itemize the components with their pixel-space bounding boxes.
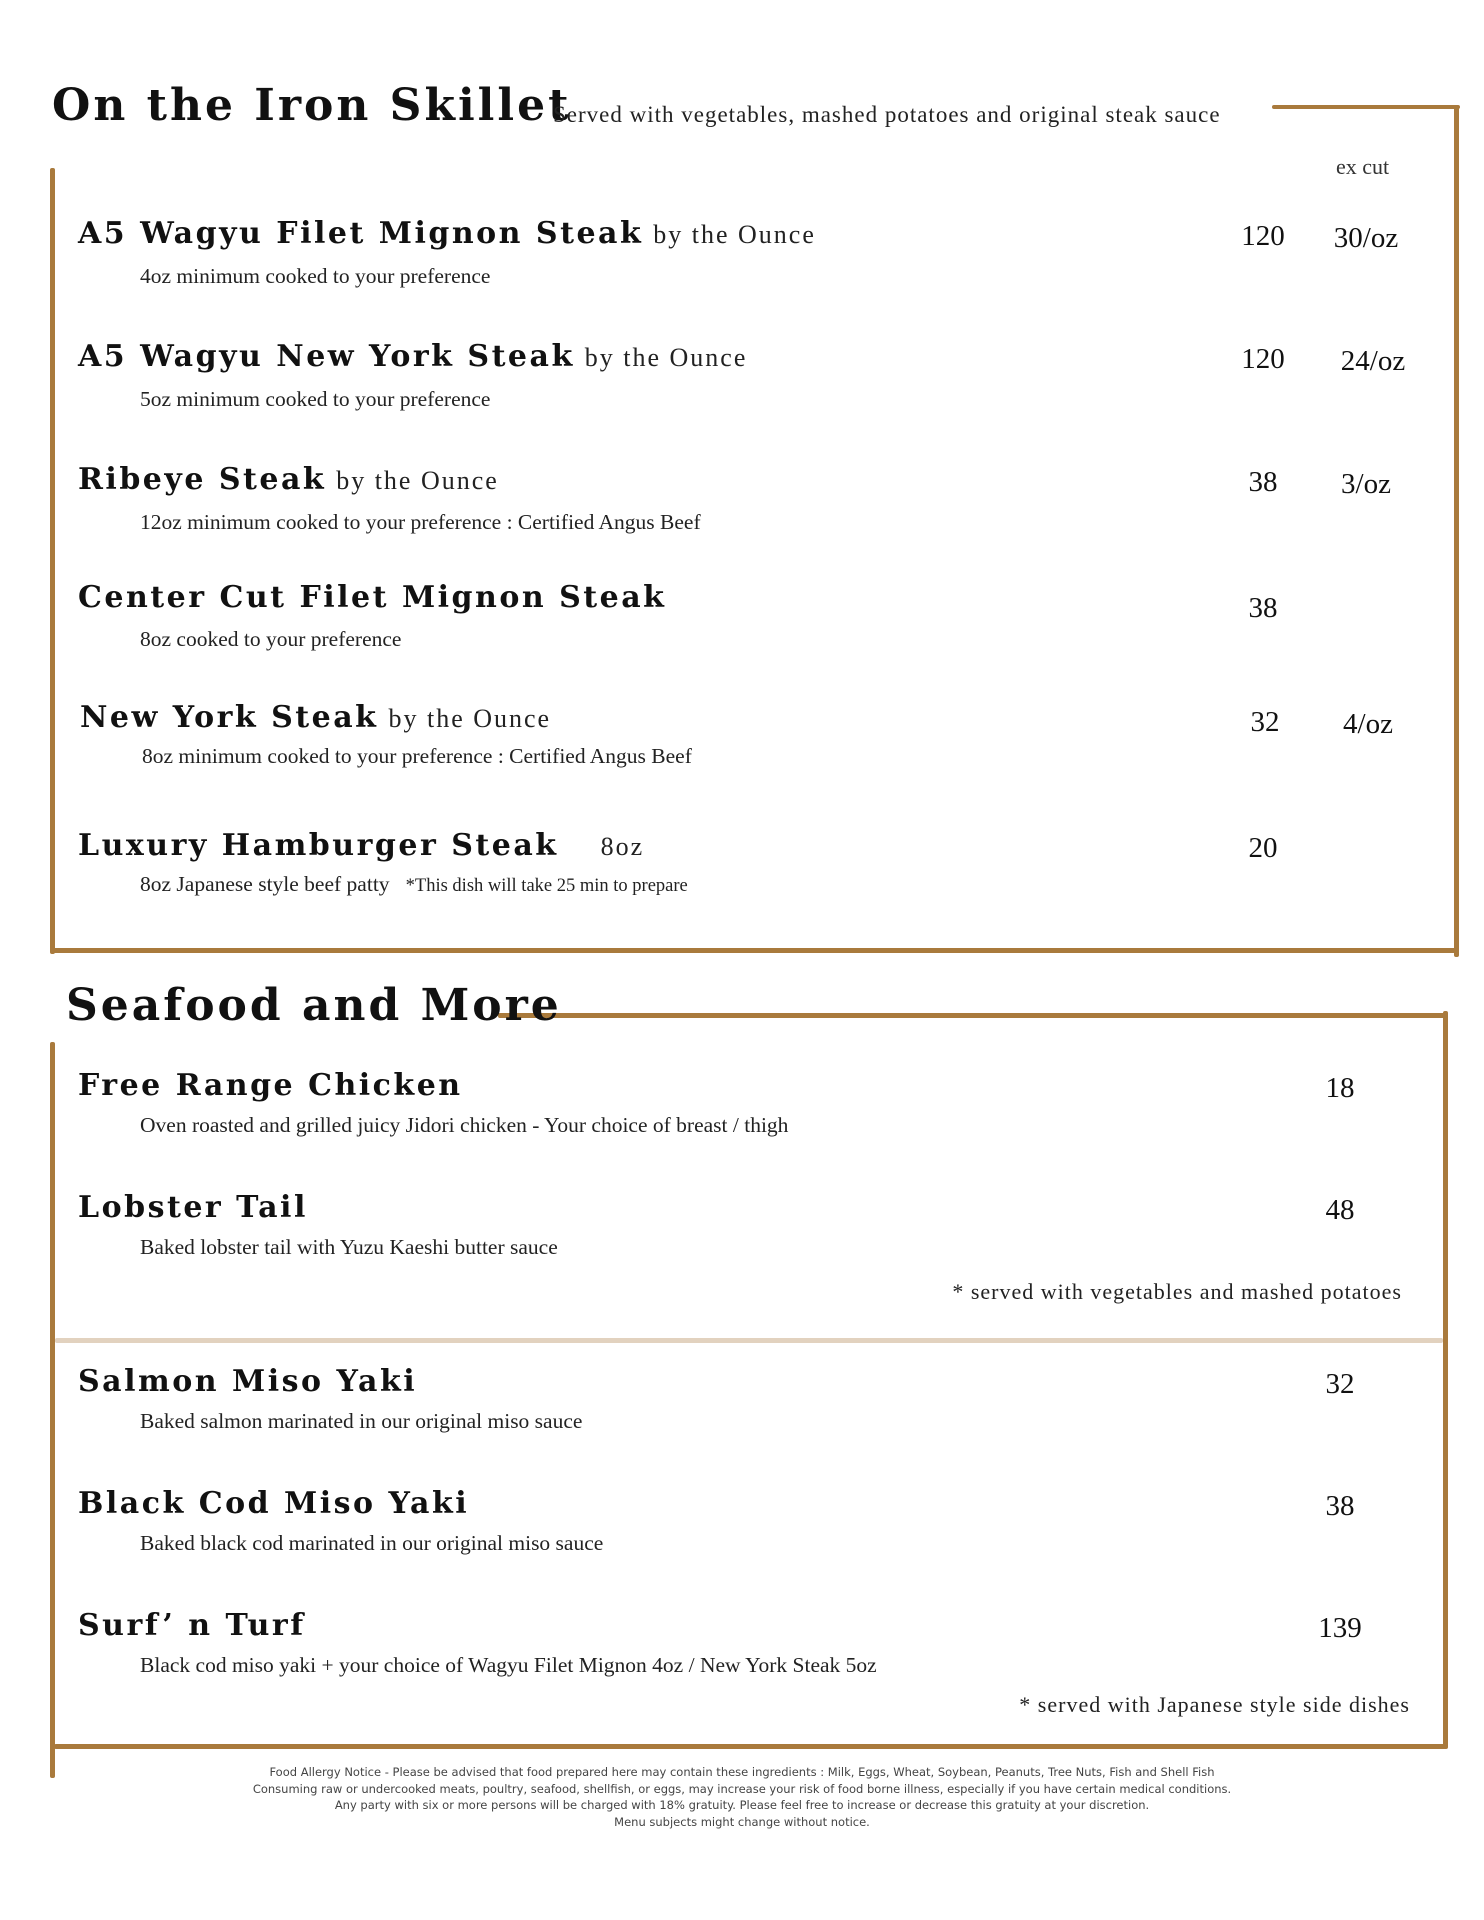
served-with-note: * served with vegetables and mashed potatoes	[952, 1279, 1402, 1304]
item-name: A5 Wagyu Filet Mignon Steak	[78, 216, 644, 251]
menu-item	[78, 828, 644, 863]
item-price: 120	[1241, 220, 1285, 252]
item-description: Baked salmon marinated in our original miso sauce	[140, 1409, 583, 1433]
item-price: 48	[1325, 1194, 1355, 1226]
seafood-frame-bottom	[54, 1744, 1446, 1749]
seafood-title: Seafood and More	[66, 980, 562, 1031]
item-ex-cut-price: 24/oz	[1340, 345, 1406, 377]
menu-item	[78, 580, 666, 615]
item-description	[140, 872, 688, 897]
item-price: 38	[1248, 466, 1278, 498]
item-description-text: 8oz Japanese style beef patty	[140, 872, 390, 896]
item-suffix: by the Ounce	[336, 466, 499, 495]
item-suffix: 8oz	[600, 832, 645, 861]
item-price: 38	[1325, 1490, 1355, 1522]
item-description: Black cod miso yaki + your choice of Wagyu Filet Mignon 4oz / New York Steak 5oz	[140, 1653, 877, 1677]
ex-cut-header: ex cut	[1336, 154, 1390, 179]
menu-change-notice: Menu subjects might change without notice.	[614, 1814, 870, 1829]
item-name: Center Cut Filet Mignon Steak	[78, 580, 667, 615]
menu-item	[78, 462, 499, 497]
footer-notice	[0, 1764, 1484, 1830]
item-suffix: by the Ounce	[653, 220, 816, 249]
item-price: 32	[1250, 706, 1280, 738]
skillet-frame-bottom	[50, 948, 1456, 953]
skillet-frame-left	[50, 168, 55, 954]
item-price: 120	[1241, 343, 1285, 375]
item-name: Lobster Tail	[78, 1190, 308, 1225]
item-description: 4oz minimum cooked to your preference	[140, 264, 491, 288]
item-name: Salmon Miso Yaki	[78, 1364, 418, 1399]
seafood-frame-top	[498, 1013, 1446, 1018]
item-ex-cut-price: 30/oz	[1333, 222, 1399, 254]
item-name: Luxury Hamburger Steak	[78, 828, 559, 863]
item-name: New York Steak	[80, 700, 379, 735]
item-suffix: by the Ounce	[388, 704, 552, 733]
menu-item	[80, 700, 551, 735]
menu-item	[78, 339, 747, 374]
item-price: 20	[1248, 832, 1278, 864]
item-name: A5 Wagyu New York Steak	[78, 339, 575, 374]
seafood-frame-right	[1443, 1011, 1448, 1749]
menu-item	[78, 216, 816, 251]
served-with-note: * served with Japanese style side dishes	[1019, 1692, 1410, 1717]
item-name: Surf’ n Turf	[78, 1608, 306, 1643]
item-description: 8oz cooked to your preference	[140, 627, 402, 651]
item-name: Black Cod Miso Yaki	[78, 1486, 470, 1521]
item-description: 12oz minimum cooked to your preference : Certified Angus Beef	[140, 510, 701, 534]
seafood-divider	[55, 1338, 1443, 1343]
item-price: 139	[1318, 1612, 1362, 1644]
item-price: 32	[1325, 1368, 1355, 1400]
skillet-frame-top	[1272, 105, 1460, 109]
skillet-frame-right	[1454, 105, 1459, 957]
skillet-title: On the Iron Skillet	[52, 80, 572, 131]
raw-food-warning: Consuming raw or undercooked meats, poultry, seafood, shellfish, or eggs, may increase your risk of food borne illness, especially if you have certain medical conditions.	[252, 1781, 1232, 1796]
item-description: Baked black cod marinated in our original miso sauce	[140, 1531, 604, 1555]
item-description: 5oz minimum cooked to your preference	[140, 387, 491, 411]
allergy-notice: Food Allergy Notice - Please be advised that food prepared here may contain these ingredients : Milk, Eggs, Wheat, Soybean, Peanuts, Tree Nuts, Fish and Shell Fish	[269, 1765, 1215, 1779]
item-ex-cut-price: 3/oz	[1341, 468, 1391, 500]
seafood-frame-left	[50, 1042, 55, 1778]
item-name: Free Range Chicken	[78, 1068, 463, 1103]
item-prep-note: *This dish will take 25 min to prepare	[405, 876, 688, 896]
skillet-subtitle: Served with vegetables, mashed potatoes and original steak sauce	[553, 102, 1221, 127]
gratuity-notice: Any party with six or more persons will be charged with 18% gratuity. Please feel free to increase or decrease this gratuity at your discretion.	[334, 1798, 1150, 1812]
item-price: 38	[1248, 592, 1278, 624]
item-description: Oven roasted and grilled juicy Jidori chicken - Your choice of breast / thigh	[140, 1113, 789, 1137]
item-description: Baked lobster tail with Yuzu Kaeshi butter sauce	[140, 1235, 558, 1259]
item-name: Ribeye Steak	[78, 462, 327, 497]
item-suffix: by the Ounce	[584, 343, 748, 372]
item-price: 18	[1325, 1072, 1355, 1104]
item-ex-cut-price: 4/oz	[1343, 708, 1393, 740]
item-description: 8oz minimum cooked to your preference : Certified Angus Beef	[142, 744, 692, 768]
